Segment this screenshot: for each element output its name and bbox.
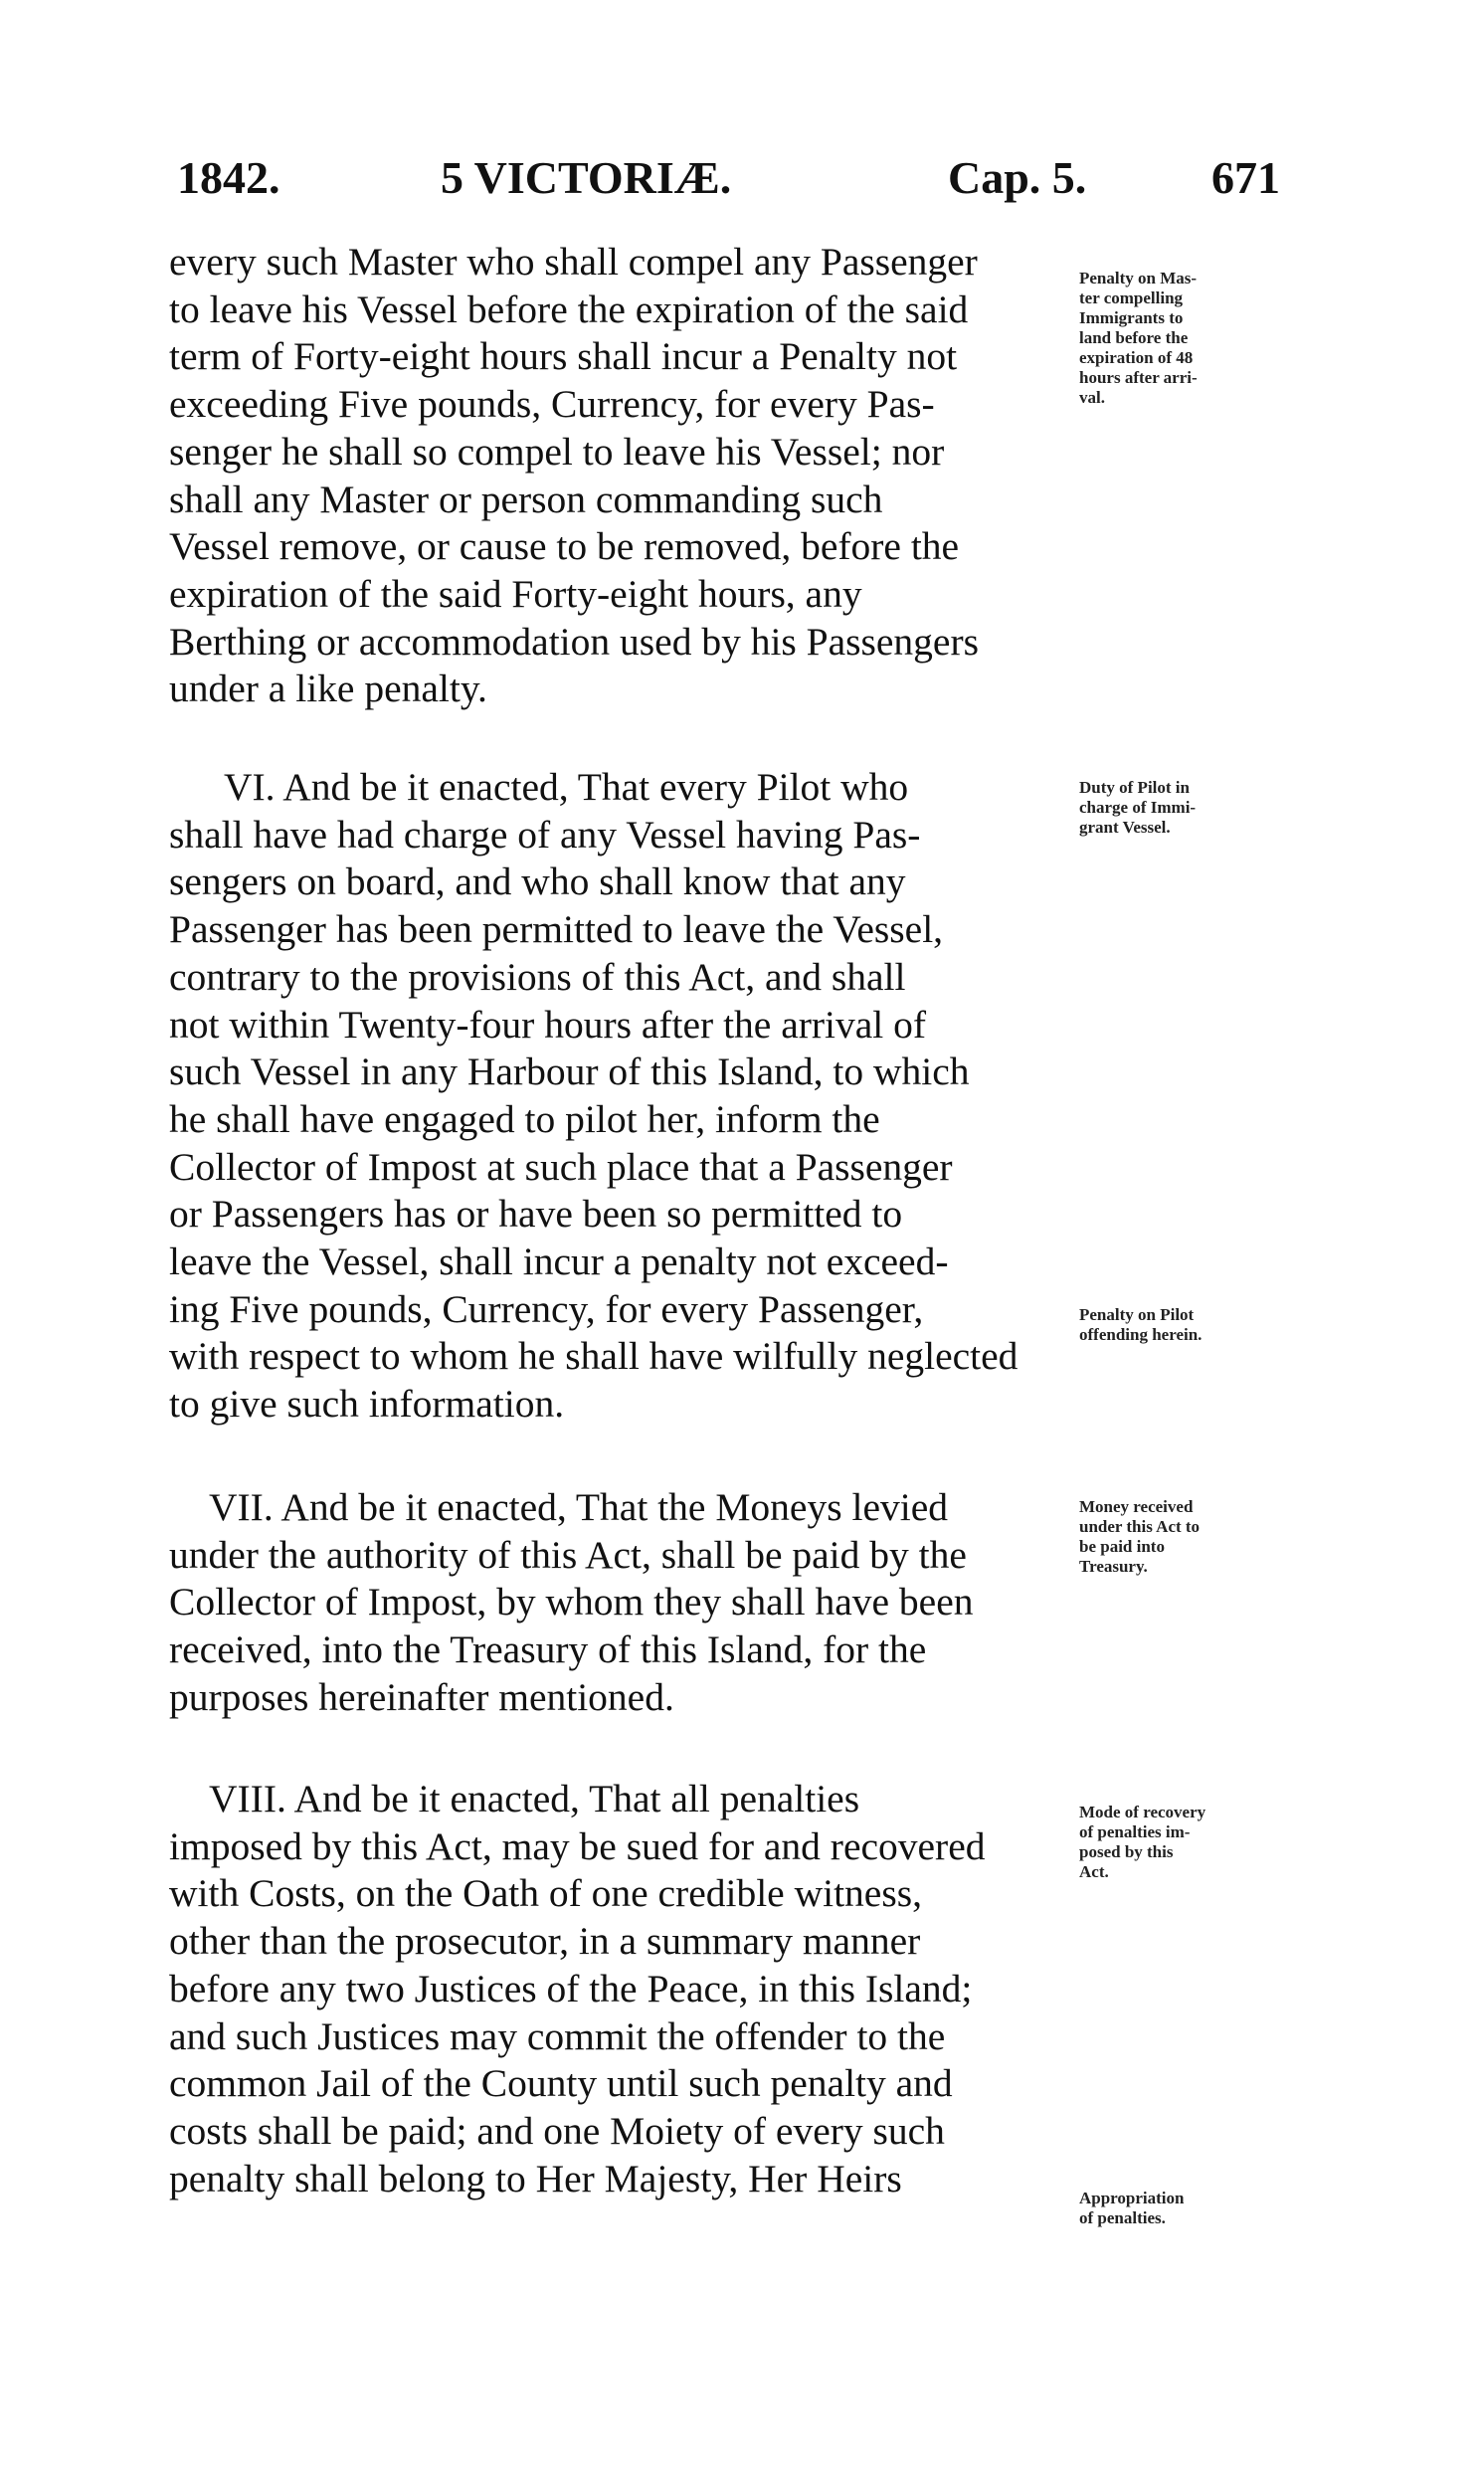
text-line: other than the prosecutor, in a summary manner bbox=[169, 1919, 921, 1964]
text-line: VIII. And be it enacted, That all penalties bbox=[209, 1777, 860, 1820]
text-line: Collector of Impost, by whom they shall have been bbox=[169, 1580, 974, 1624]
note-line: Penalty on Mas- bbox=[1079, 269, 1198, 287]
text-line: Berthing or accommodation used by his Passengers bbox=[169, 619, 979, 664]
text-line: under a like penalty. bbox=[169, 667, 487, 711]
text-line: purposes hereinafter mentioned. bbox=[169, 1674, 674, 1719]
text-line: leave the Vessel, shall incur a penalty not exceed- bbox=[169, 1240, 949, 1284]
text-line: every such Master who shall compel any Passenger bbox=[169, 240, 978, 284]
marginal-note-appropriation bbox=[1079, 2189, 1253, 2228]
note-line: hours after arri- bbox=[1079, 368, 1198, 387]
note-line: Penalty on Pilot bbox=[1079, 1305, 1195, 1324]
text-line: received, into the Treasury of this Island, for the bbox=[169, 1627, 927, 1672]
note-line: of penalties. bbox=[1079, 2208, 1166, 2227]
note-line: Money received bbox=[1079, 1497, 1194, 1516]
section-vii bbox=[169, 1484, 1064, 1722]
note-line: under this Act to bbox=[1079, 1517, 1201, 1536]
text-line: with Costs, on the Oath of one credible witness, bbox=[169, 1871, 922, 1916]
text-line: shall any Master or person commanding such bbox=[169, 477, 883, 521]
text-line: expiration of the said Forty-eight hours, any bbox=[169, 571, 862, 616]
text-line: exceeding Five pounds, Currency, for every Pas- bbox=[169, 382, 935, 427]
note-line: grant Vessel. bbox=[1079, 818, 1171, 837]
text-line: penalty shall belong to Her Majesty, Her Heirs bbox=[169, 2156, 902, 2200]
text-line: VI. And be it enacted, That every Pilot who bbox=[224, 765, 909, 809]
header-page-number: 671 bbox=[1211, 152, 1280, 203]
note-line: Treasury. bbox=[1079, 1557, 1148, 1576]
text-line: imposed by this Act, may be sued for and recovered bbox=[169, 1823, 986, 1868]
note-line: posed by this bbox=[1079, 1842, 1174, 1861]
marginal-note-money-received bbox=[1079, 1497, 1253, 1577]
text-line: and such Justices may commit the offender to the bbox=[169, 2013, 946, 2058]
note-line: ter compelling bbox=[1079, 288, 1184, 307]
text-line: before any two Justices of the Peace, in this Island; bbox=[169, 1966, 973, 2010]
header-reign: 5 VICTORIÆ. bbox=[441, 152, 732, 203]
text-line: he shall have engaged to pilot her, inform the bbox=[169, 1096, 880, 1141]
text-line: or Passengers has or have been so permitted to bbox=[169, 1192, 903, 1237]
marginal-note-duty-of-pilot bbox=[1079, 778, 1253, 838]
text-line: costs shall be paid; and one Moiety of every such bbox=[169, 2108, 945, 2153]
running-header bbox=[177, 151, 1280, 215]
text-line: to give such information. bbox=[169, 1382, 565, 1427]
note-line: Appropriation bbox=[1079, 2189, 1185, 2207]
note-line: Duty of Pilot in bbox=[1079, 778, 1190, 797]
paragraph-continuation bbox=[169, 239, 1064, 713]
text-line: contrary to the provisions of this Act, and shall bbox=[169, 954, 906, 999]
text-line: senger he shall so compel to leave his Vessel; nor bbox=[169, 429, 945, 474]
note-line: expiration of 48 bbox=[1079, 348, 1194, 367]
note-line: charge of Immi- bbox=[1079, 798, 1197, 817]
section-vi bbox=[169, 764, 1064, 1429]
note-line: Immigrants to bbox=[1079, 308, 1184, 327]
text-line: VII. And be it enacted, That the Moneys levied bbox=[209, 1485, 948, 1529]
text-line: such Vessel in any Harbour of this Island, to which bbox=[169, 1050, 970, 1094]
text-line: with respect to whom he shall have wilfully neglected bbox=[169, 1334, 1019, 1379]
text-line: sengers on board, and who shall know that any bbox=[169, 860, 906, 904]
note-line: val. bbox=[1079, 388, 1105, 407]
note-line: land before the bbox=[1079, 328, 1189, 347]
marginal-note-penalty-pilot bbox=[1079, 1305, 1253, 1345]
text-line: Vessel remove, or cause to be removed, before the bbox=[169, 524, 960, 569]
header-year: 1842. bbox=[177, 152, 280, 203]
text-line: to leave his Vessel before the expiration of the said bbox=[169, 287, 969, 331]
text-line: Passenger has been permitted to leave the Vessel, bbox=[169, 907, 944, 952]
note-line: offending herein. bbox=[1079, 1325, 1203, 1344]
text-line: Collector of Impost at such place that a Passenger bbox=[169, 1144, 953, 1189]
text-line: common Jail of the County until such penalty and bbox=[169, 2061, 953, 2106]
text-line: shall have had charge of any Vessel having Pas- bbox=[169, 812, 921, 857]
text-line: term of Forty-eight hours shall incur a Penalty not bbox=[169, 334, 958, 379]
marginal-note-penalty-master bbox=[1079, 269, 1253, 408]
section-viii bbox=[169, 1776, 1064, 2202]
header-chapter: Cap. 5. bbox=[948, 152, 1087, 203]
note-line: of penalties im- bbox=[1079, 1822, 1191, 1841]
marginal-note-mode-of-recovery bbox=[1079, 1803, 1253, 1882]
text-line: not within Twenty-four hours after the arrival of bbox=[169, 1002, 927, 1047]
note-line: Mode of recovery bbox=[1079, 1803, 1206, 1821]
note-line: Act. bbox=[1079, 1862, 1109, 1881]
text-line: under the authority of this Act, shall be paid by the bbox=[169, 1532, 967, 1577]
note-line: be paid into bbox=[1079, 1537, 1165, 1556]
text-line: ing Five pounds, Currency, for every Passenger, bbox=[169, 1286, 924, 1331]
